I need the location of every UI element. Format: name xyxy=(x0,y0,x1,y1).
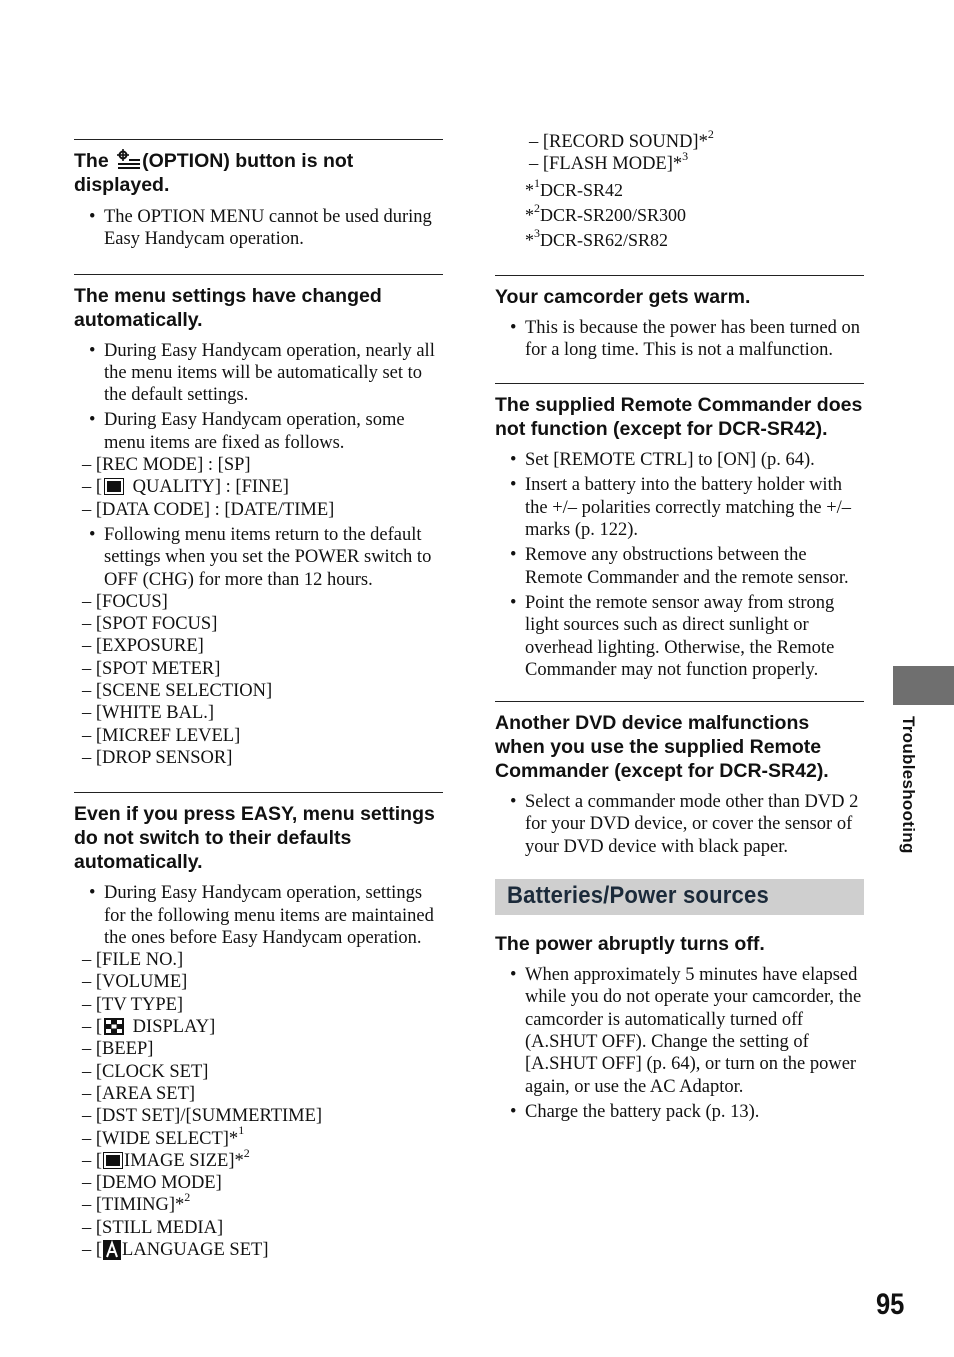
bullet: • xyxy=(510,545,517,566)
footnotes xyxy=(495,175,864,253)
sub-item-text: – [ xyxy=(82,1017,103,1038)
sub-item-text: LANGUAGE SET] xyxy=(122,1239,269,1260)
sub-item: – [WHITE BAL.] xyxy=(82,703,215,724)
section-heading-easy-defaults: Even if you press EASY, menu settings do not switch to their defaults automatically. xyxy=(74,803,435,874)
sub-item: – [BEEP] xyxy=(82,1039,154,1060)
sub-list xyxy=(78,591,443,769)
chapter-tab xyxy=(893,666,954,705)
section-heading-camcorder-warm: Your camcorder gets warm. xyxy=(495,285,751,308)
sub-item: – [AREA SET] xyxy=(82,1083,196,1104)
chapter-tab-label: Troubleshooting xyxy=(899,716,918,854)
sub-item: – [VOLUME] xyxy=(82,972,188,993)
section-divider xyxy=(74,792,443,793)
bullet: • xyxy=(89,207,96,227)
sub-item: – [EXPOSURE] xyxy=(82,636,204,657)
section-band xyxy=(495,879,864,915)
bullet-text: During Easy Handycam operation, nearly all the menu items will be automatically set to the default settings. xyxy=(104,340,435,406)
sub-item xyxy=(529,149,864,175)
bullet-list xyxy=(74,206,443,251)
footnote-number: 3 xyxy=(534,225,540,240)
bullet: • xyxy=(510,965,517,986)
section-heading-option-button xyxy=(74,149,443,197)
sub-item xyxy=(82,1145,443,1172)
list-item xyxy=(495,317,864,362)
sub-item-text: – [WIDE SELECT]* xyxy=(82,1128,239,1149)
bullet: • xyxy=(510,317,517,338)
bullet-text: This is because the power has been turned on for a long time. This is not a malfunction. xyxy=(525,317,860,360)
sub-item-text: QUALITY] : [FINE] xyxy=(128,477,289,498)
display-icon xyxy=(104,1018,124,1035)
sub-item: – [DST SET]/[SUMMERTIME] xyxy=(82,1106,323,1127)
list-item xyxy=(74,882,443,1261)
bullet-text: Following menu items return to the default settings when you set the POWER switch to OFF (CHG) for more than 12 hours. xyxy=(104,524,432,590)
section-divider xyxy=(495,275,864,276)
bullet: • xyxy=(510,592,517,613)
sub-item xyxy=(82,476,443,498)
footnote-mark: * xyxy=(525,179,534,200)
list-item xyxy=(74,340,443,407)
movie-quality-icon xyxy=(104,478,124,495)
bullet-text: When approximately 5 minutes have elapsed while you do not operate your camcorder, the camcorder is automatically turned off (A.SHUT OFF). Change the setting of [A.SHUT OFF] (p. 64), or turn on the power again, or use the AC Adaptor. xyxy=(525,965,862,1097)
sub-item: – [CLOCK SET] xyxy=(82,1061,209,1082)
bullet-text: Select a commander mode other than DVD 2 for your DVD device, or cover the sensor of your DVD device with black paper. xyxy=(525,792,859,857)
bullet-text: The OPTION MENU cannot be used during Easy Handycam operation. xyxy=(104,207,432,250)
list-item xyxy=(495,791,864,858)
bullet: • xyxy=(510,792,517,813)
sub-item xyxy=(82,1016,443,1038)
sub-item: – [FOCUS] xyxy=(82,591,168,612)
heading-text: (OPTION) button is not displayed. xyxy=(74,150,354,196)
list-item xyxy=(495,544,864,589)
section-divider xyxy=(74,274,443,275)
list-item xyxy=(495,964,864,1098)
footnote-mark: * xyxy=(525,229,534,250)
sub-item: – [REC MODE] : [SP] xyxy=(82,455,251,476)
sub-list xyxy=(78,454,443,521)
bullet-list xyxy=(495,317,864,362)
footnote-ref: 3 xyxy=(682,149,689,164)
continued-sub-list xyxy=(495,126,864,176)
list-item xyxy=(495,474,864,541)
sub-item: – [MICREF LEVEL] xyxy=(82,725,241,746)
sub-item-text: – [ xyxy=(82,1239,103,1260)
heading-text: The xyxy=(74,150,115,172)
list-item xyxy=(74,206,443,251)
sub-item: – [DATA CODE] : [DATE/TIME] xyxy=(82,499,335,520)
footnote-mark: * xyxy=(525,204,534,225)
sub-item xyxy=(82,1123,443,1150)
bullet-list xyxy=(495,791,864,858)
bullet-list xyxy=(74,340,443,770)
sub-item-text: – [TIMING]* xyxy=(82,1195,185,1216)
bullet: • xyxy=(510,450,517,471)
sub-item-text: DISPLAY] xyxy=(128,1017,216,1038)
bullet-list xyxy=(74,882,443,1261)
section-divider xyxy=(495,701,864,702)
bullet-text: During Easy Handycam operation, some menu items are fixed as follows. xyxy=(104,410,405,453)
bullet: • xyxy=(89,410,96,431)
list-item xyxy=(495,1101,864,1123)
bullet: • xyxy=(89,883,96,904)
footnote-text: DCR-SR200/SR300 xyxy=(540,204,687,225)
section-heading-remote-commander: The supplied Remote Commander does not function (except for DCR-SR42). xyxy=(495,394,863,441)
footnote-ref: 2 xyxy=(243,1145,250,1160)
sub-item: – [STILL MEDIA] xyxy=(82,1217,224,1238)
bullet-text: Charge the battery pack (p. 13). xyxy=(525,1101,760,1122)
sub-item: – [SPOT METER] xyxy=(82,658,221,679)
sub-item-text: – [ xyxy=(82,477,103,498)
bullet-text: Insert a battery into the battery holder with the +/– polarities correctly matching the +/– marks (p. 122). xyxy=(525,475,852,541)
bullet-text: During Easy Handycam operation, settings for the following menu items are maintained the ones before Easy Handycam operation. xyxy=(104,883,434,948)
footnote xyxy=(525,175,864,203)
footnote-number: 1 xyxy=(534,175,540,190)
image-size-icon xyxy=(103,1152,123,1169)
sub-item xyxy=(82,1239,443,1261)
list-item xyxy=(74,524,443,769)
section-heading-power-off: The power abruptly turns off. xyxy=(495,933,765,956)
sub-item-text: IMAGE SIZE]* xyxy=(124,1150,244,1171)
bullet: • xyxy=(89,340,96,361)
list-item xyxy=(495,592,864,681)
bullet-text: Point the remote sensor away from strong light sources such as direct sunlight or overhead lighting. Otherwise, the Remote Commander may not function properly. xyxy=(525,592,835,680)
section-divider xyxy=(495,383,864,384)
section-band-title: Batteries/Power sources xyxy=(507,882,769,910)
sub-item: – [TV TYPE] xyxy=(82,994,184,1015)
bullet: • xyxy=(510,1101,517,1122)
sub-item-text: – [ xyxy=(82,1150,103,1171)
footnote-ref: 2 xyxy=(707,126,714,141)
sub-item: – [SCENE SELECTION] xyxy=(82,681,273,702)
footnote-text: DCR-SR62/SR82 xyxy=(540,229,669,250)
bullet-list xyxy=(495,964,864,1123)
footnote-ref: 2 xyxy=(184,1190,191,1205)
sub-item xyxy=(529,126,864,153)
footnote-text: DCR-SR42 xyxy=(540,179,624,200)
bullet: • xyxy=(89,524,96,545)
page-number: 95 xyxy=(876,1288,905,1321)
list-item xyxy=(495,449,864,471)
section-heading-menu-settings-changed: The menu settings have changed automatically. xyxy=(74,284,382,331)
sub-list xyxy=(78,949,443,1261)
sub-item: – [DEMO MODE] xyxy=(82,1173,222,1194)
list-item xyxy=(74,409,443,520)
footnote-ref: 1 xyxy=(238,1123,245,1138)
sub-item-text: – [RECORD SOUND]* xyxy=(529,132,708,152)
sub-item: – [FILE NO.] xyxy=(82,950,184,971)
sub-item: – [DROP SENSOR] xyxy=(82,747,233,768)
bullet-text: Set [REMOTE CTRL] to [ON] (p. 64). xyxy=(525,450,815,471)
right-column xyxy=(495,0,864,1126)
sub-item-text: – [FLASH MODE]* xyxy=(529,154,683,175)
option-menu-icon xyxy=(115,149,141,169)
bullet-list xyxy=(495,449,864,681)
footnote xyxy=(525,200,864,228)
language-icon xyxy=(103,1240,121,1260)
left-column xyxy=(74,0,443,1264)
bullet: • xyxy=(510,475,517,496)
sub-item: – [SPOT FOCUS] xyxy=(82,614,218,635)
sub-item xyxy=(82,1190,443,1216)
section-heading-dvd-malfunction: Another DVD device malfunctions when you use the supplied Remote Commander (except for DCR-SR42). xyxy=(495,712,829,783)
footnote-number: 2 xyxy=(534,200,540,215)
section-divider xyxy=(74,139,443,140)
bullet-text: Remove any obstructions between the Remote Commander and the remote sensor. xyxy=(525,545,849,588)
footnote xyxy=(525,225,864,253)
